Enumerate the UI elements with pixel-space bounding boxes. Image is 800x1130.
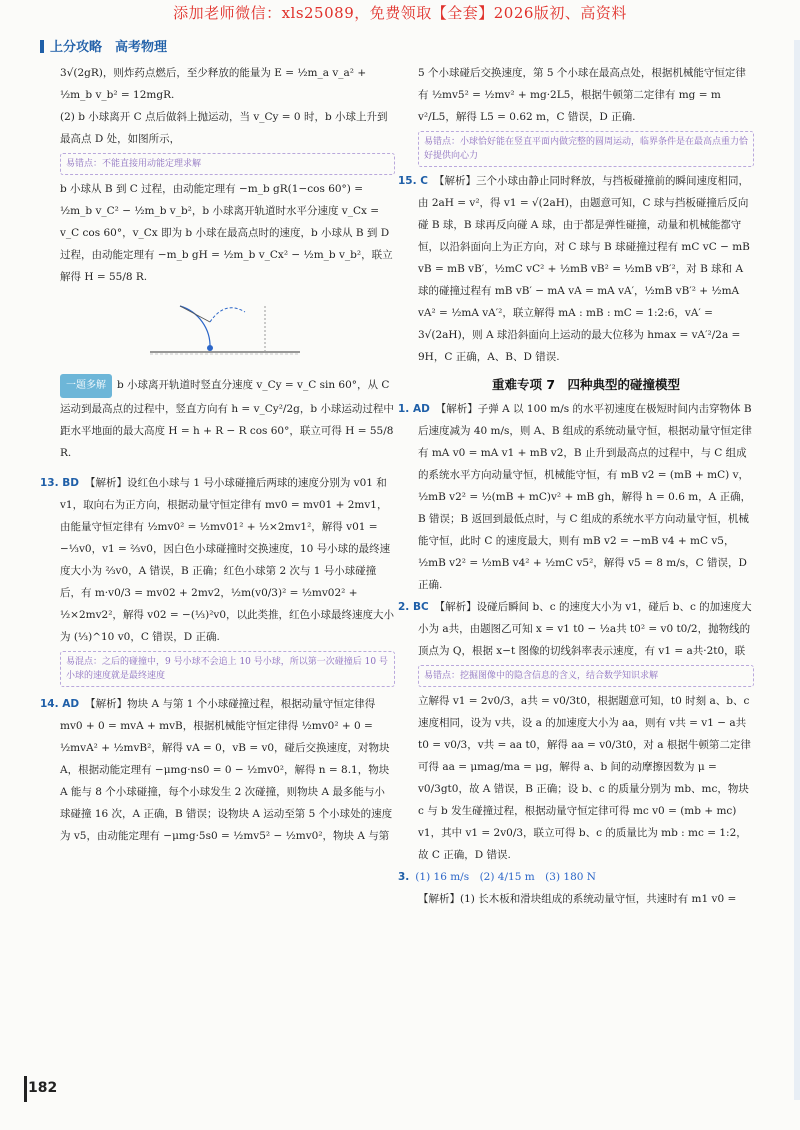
a2-text: 【解析】设碰后瞬间 b、c 的速度大小为 v1，碰后 b、c 的加速度大小为 a共，由题图乙可知 x = v1 t0 − ½a共 t0² = v0 t0/2，抛物线的顶点为 Q，根据 x−t 图像的切线斜率表示速度，有 v1 = a共·2t0，联 [418,601,752,657]
right-para-1: 5 个小球碰后交换速度，第 5 个小球在最高点处，根据机械能守恒定律有 ½mv5² = ½mv² + mg·2L5，根据牛顿第二定律有 mg = m v²/L5，解得 L5 = 0.62 m，C 错误，D 正确. [418,67,746,123]
left-column [40,62,395,847]
header-title: 上分攻略 高考物理 [50,40,168,55]
left-para-4 [60,374,395,464]
a2b-text: 立解得 v1 = 2v0/3，a共 = v0/3t0，根据题意可知，t0 时刻 a、b、c 速度相同，设为 v共，设 a 的加速度大小为 aa，则有 v共 = v1 − a共 t0 = v0/3，v共 = aa t0，解得 aa = v0/3t0，对 a 根据牛顿第二定律可得 aa = μmag/ma = μg，解得 a、b 间的动摩擦因数为 μ = v0/3gt0，故 A 错误，B 正确；设 b、c 的质量分别为 mb、mc，物块 c 与 b 发生碰撞过程，根据动量守恒定律可得 mc v0 = (mb + mc) v1，其中 v1 = 2v0/3，联立可得 b、c 的质量比为 mb : mc = 1:2，故 C 正确，D 错误. [418,695,751,861]
q15-text: 【解析】三个小球由静止同时释放，与挡板碰撞前的瞬间速度相同，由 2aH = v²，得 v1 = √(2aH)，由题意可知，C 球与挡板碰撞后反向碰 B 球，B 球再反向碰 A 球，由于都是弹性碰撞，动量和机械能都守恒，以沿斜面向上为正方向，对 C 球与 B 球碰撞过程有 mC vC − mB vB = mB vB′，½mC vC² + ½mB vB² = ½mB vB′²，对 B 球和 A 球的碰撞过程有 mB vB′ − mA vA = mA vA′，½mB vB′² + ½mA vA² = ½mA vA′²，联立解得 mA : mB : mC = 1:2:6，vA′ = 3√(2aH)，则 A 球沿斜面向上运动的最大位移为 hmax = vA′²/2a = 9H，C 正确，A、B、D 错误. [418,175,750,363]
q14-block [40,693,395,847]
q13-block [40,472,395,648]
side-strip [794,40,800,1100]
tip-box-4 [418,665,754,687]
a2-block [398,596,754,662]
q15-answer: 15. C [398,175,428,187]
tip-box-3 [418,131,754,167]
watermark-text: 添加老师微信：xls25089，免费领取【全套】2026版初、高资料 [173,4,627,22]
a3-text: (1) 16 m/s (2) 4/15 m (3) 180 N [415,871,596,883]
left-para-1: 3√(2gR)，则炸药点燃后，至少释放的能量为 E = ½m_a v_a² + ½m_b v_b² = 12mgR. [60,67,367,101]
q14-answer: 14. AD [40,698,80,710]
a2-answer: 2. BC [398,601,429,613]
a3b-text: 【解析】(1) 长木板和滑块组成的系统动量守恒，共速时有 m1 v0 = [418,893,737,905]
multi-solution-badge: 一题多解 [60,374,112,398]
a1-block [398,398,754,596]
tip-3-text: 易错点：小球恰好能在竖直平面内做完整的圆周运动，临界条件是在最高点重力恰好提供向心力 [424,137,749,161]
q13-answer: 13. BD [40,477,79,489]
tip-box-1 [60,153,395,175]
tip-2-text: 易混点：之后的碰撞中，9 号小球不会追上 10 号小球，所以第一次碰撞后 10 号小球的速度就是最终速度 [66,657,388,681]
page-header [40,36,167,55]
q15-block [398,170,754,368]
q14-text: 【解析】物块 A 与第 1 个小球碰撞过程，根据动量守恒定律得 mv0 + 0 = mvA + mvB，根据机械能守恒定律得 ½mv0² + 0 = ½mvA² + ½mvB²，解得 vA = 0，vB = v0，碰后交换速度，对物块 A，根据动能定理有 −μmg·ns0 = 0 − ½mv0²，解得 n = 8.1，物块 A 能与 8 个小球碰撞，每个小球发生 2 次碰撞，则物块 A 最多能与小球碰撞 16 次，A 正确，B 错误；设物块 A 运动至第 5 个小球处的速度为 v5，由动能定理有 −μmg·5s0 = ½mv5² − ½mv0²，物块 A 与第 [60,698,393,842]
right-column [398,62,754,910]
a3-answer: 3. [398,871,410,883]
section-title: 重难专项 7 四种典型的碰撞模型 [491,377,681,392]
a3-block [398,866,754,888]
trajectory-svg [60,292,395,370]
left-para-2: (2) b 小球离开 C 点后做斜上抛运动，当 v_Cy = 0 时，b 小球上升到最高点 D 处，如图所示， [60,111,388,145]
a1-text: 【解析】子弹 A 以 100 m/s 的水平初速度在极短时间内击穿物体 B 后速度减为 40 m/s，则 A、B 组成的系统动量守恒，根据动量守恒定律有 mA v0 = mA v1 + mB v2，B 止升到最高点的过程中，与 C 组成的系统水平方向动量守恒，机械能守恒，有 mB v2 = (mB + mC) v，½mB v2² = ½(mB + mC)v² + mB gh，解得 h = 0.6 m，A 正确，B 错误；B 返回到最低点时，与 C 组成的系统水平方向动量守恒，机械能守恒，此时 C 的速度最大，则有 mB v2 = −mB v4 + mC v5，½mB v2² = ½mB v4² + ½mC v5²，解得 v5 = 8 m/s，C 错误，D 正确. [418,403,752,591]
tip-box-2 [60,651,395,687]
left-para-3: b 小球从 B 到 C 过程，由动能定理有 −m_b gR(1−cos 60°) = ½m_b v_C² − ½m_b v_b²，b 小球离开轨道时水平分速度 v_Cx = v_C cos 60°，v_Cx 即为 b 小球在最高点时的速度，b 小球从 B 到 D 过程，由动能定理有 −m_b gH = ½m_b v_Cx² − ½m_b v_b²，联立解得 H = 55/8 R. [60,183,393,283]
a1-answer: 1. AD [398,403,430,415]
left-para-4-text: b 小球离开轨道时竖直分速度 v_Cy = v_C sin 60°，从 C 运动到最高点的过程中，竖直方向有 h = v_Cy²/2g，b 小球运动过程中距水平地面的最大高度 H = h + R − R cos 60°，联立可得 H = 55/8 R. [60,379,394,459]
tip-4-text: 易错点：挖掘图像中的隐含信息的含义，结合数学知识求解 [424,671,659,681]
header-bar [40,40,44,53]
page-number: 182 [28,1080,58,1096]
tip-1-text: 易错点：不能直接用动能定理求解 [66,159,202,169]
q13-text: 【解析】设红色小球与 1 号小球碰撞后两球的速度分别为 v01 和 v1，取向右为正方向，根据动量守恒定律有 mv0 = mv01 + 2mv1，由能量守恒定律有 ½mv0² = ½mv01² + ½×2mv1²，解得 v01 = −⅓v0，v1 = ⅔v0，因白色小球碰撞时交换速度，10 号小球的最终速度大小为 ⅔v0，A 错误，B 正确；红色小球第 2 次与 1 号小球碰撞后，有 m·v0/3 = mv02 + 2mv2，½m(v0/3)² = ½mv02² + ½×2mv2²，解得 v02 = −(⅓)²v0，以此类推，红色小球最终速度大小为 (⅓)^10 v0，C 错误，D 正确. [60,477,395,643]
trajectory-diagram [60,292,395,370]
